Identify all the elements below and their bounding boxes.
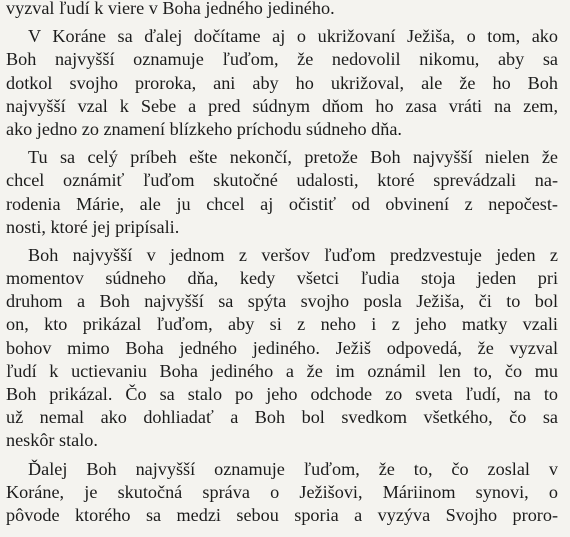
text-line: V Koráne sa ďalej dočítame aj o ukrižovaní Ježiša, o tom, ako <box>28 26 558 47</box>
text-line: najvyšší vzal k Sebe a pred súdnym dňom ho zasa vráti na zem, <box>6 95 558 116</box>
text-line: rodenia Márie, ale ju chcel aj očistiť od obvinení z nepočest- <box>6 193 558 214</box>
text-line: bohov mimo Boha jedného jediného. Ježiš odpovedá, že vyzval <box>6 337 558 358</box>
text-line: ako jedno zo znamení blízkeho príchodu súdneho dňa. <box>6 118 402 139</box>
text-line: Ďalej Boh najvyšší oznamuje ľuďom, že to, čo zoslal v <box>28 458 558 479</box>
text-line: už nemal ako dohliadať a Boh bol svedkom všetkého, čo sa <box>6 407 558 428</box>
paragraph-2 <box>6 25 558 141</box>
text-line: on, kto prikázal ľuďom, aby si z neho i z jeho matky vzali <box>6 314 558 335</box>
text-line: Koráne, je skutočná správa o Ježišovi, Máriinom synovi, o <box>6 481 558 502</box>
text-line: vyzval ľudí k viere v Boha jedného jediného. <box>6 0 335 18</box>
text-line: neskôr stalo. <box>6 430 98 451</box>
text-line: Boh najvyšší v jednom z veršov ľuďom predzvestuje jeden z <box>28 244 558 265</box>
text-line: momentov súdneho dňa, kedy všetci ľudia stoja jeden pri <box>6 268 558 289</box>
text-line: Boh najvyšší oznamuje ľuďom, že nedovolil nikomu, aby sa <box>6 49 558 70</box>
text-line: Tu sa celý príbeh ešte nekončí, pretože Boh najvyšší nielen že <box>28 147 558 168</box>
paragraph-4 <box>6 244 558 453</box>
text-line: druhom a Boh najvyšší sa spýta svojho posla Ježiša, či to bol <box>6 291 558 312</box>
text-line: dotkol svojho proroka, ani aby ho ukrižoval, ale že ho Boh <box>6 72 558 93</box>
text-line: ľudí k uctievaniu Boha jediného a že im oznámil len to, čo mu <box>6 360 558 381</box>
text-line: pôvode ktorého sa medzi sebou sporia a vyzýva Svojho proro- <box>6 504 558 525</box>
paragraph-3 <box>6 146 558 239</box>
text-line: chcel oznámiť ľuďom skutočné udalosti, ktoré sprevádzali na- <box>6 170 558 191</box>
paragraph-1 <box>6 0 558 20</box>
text-line: Boh prikázal. Čo sa stalo po jeho odchode zo sveta ľudí, na to <box>6 384 558 404</box>
paragraph-5 <box>6 458 558 528</box>
text-line: nosti, ktoré jej pripísali. <box>6 216 180 237</box>
